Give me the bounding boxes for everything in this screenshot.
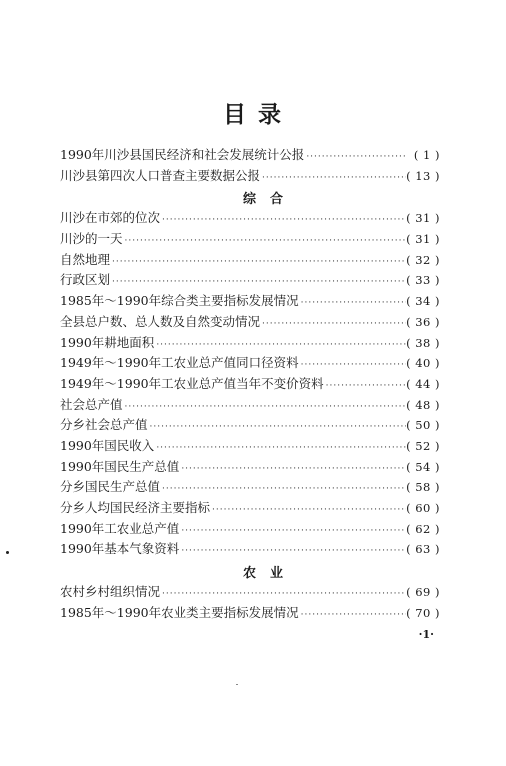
toc-entry-label: 全县总户数、总人数及自然变动情况 — [60, 313, 261, 329]
toc-entry-label: 1990年基本气象资料 — [60, 541, 180, 557]
dot-leader — [260, 173, 406, 183]
dot-leader — [160, 484, 406, 494]
toc-entry-page: ( 32 ) — [406, 252, 440, 267]
dot-leader — [324, 381, 406, 391]
toc-entry-label: 1990年川沙县国民经济和社会发展统计公报 — [60, 147, 305, 162]
dot-leader — [154, 340, 406, 350]
toc-entry[interactable] — [60, 312, 440, 333]
section-heading-agriculture: 农业 — [242, 565, 297, 581]
toc-entry-page: ( 62 ) — [406, 521, 440, 536]
toc-entry-page: ( 40 ) — [406, 356, 440, 371]
toc-entry[interactable] — [60, 166, 440, 187]
toc-entry-page: ( 44 ) — [406, 376, 440, 391]
dot-leader — [160, 215, 406, 225]
toc-entry-label: 1985年～1990年农业类主要指标发展情况 — [60, 604, 299, 620]
toc-entry[interactable] — [60, 498, 440, 519]
dot-leader — [299, 360, 406, 370]
toc-entry-page: ( 58 ) — [406, 480, 440, 495]
toc-entry-label: 1990年国民收入 — [60, 437, 155, 453]
toc-entry[interactable] — [60, 250, 440, 271]
toc-entry-label: 农村乡村组织情况 — [60, 584, 161, 600]
margin-mark — [6, 551, 9, 554]
dot-leader — [154, 443, 406, 453]
dot-leader — [304, 152, 406, 162]
dot-leader — [210, 505, 406, 515]
toc-entry-page: ( 31 ) — [406, 211, 440, 226]
dot-leader — [179, 546, 406, 556]
toc-entry[interactable] — [60, 436, 440, 457]
section-heading-general: 综合 — [242, 191, 297, 207]
toc-entry[interactable] — [60, 270, 440, 291]
dot-leader — [123, 236, 406, 246]
dot-leader — [123, 402, 406, 412]
toc-entry-page: ( 38 ) — [406, 335, 440, 350]
toc-entry-label: 1990年国民生产总值 — [60, 458, 180, 474]
toc-entry[interactable] — [60, 519, 440, 540]
dot-leader — [260, 319, 406, 329]
toc-entry[interactable] — [60, 539, 440, 560]
toc-entry[interactable] — [60, 374, 440, 395]
toc-entry[interactable] — [60, 415, 440, 436]
toc-entry-label: 社会总产值 — [60, 396, 123, 412]
toc-entry-label: 1990年工农业总产值 — [60, 520, 180, 536]
page-number: ·1· — [418, 628, 434, 641]
toc-entry[interactable] — [60, 477, 440, 498]
dot-leader — [179, 464, 406, 474]
toc-entry-label: 1949年～1990年工农业总产值同口径资料 — [60, 355, 299, 371]
toc-entry-label: 1949年～1990年工农业总产值当年不变价资料 — [60, 375, 324, 391]
toc-entry[interactable] — [60, 229, 440, 250]
toc-entry[interactable] — [60, 603, 440, 624]
dot-leader — [160, 589, 406, 599]
toc-entry[interactable] — [60, 353, 440, 374]
toc-entry-label: 分乡社会总产值 — [60, 417, 148, 433]
toc-entry-page: ( 52 ) — [406, 438, 440, 453]
toc-entry[interactable] — [60, 208, 440, 229]
toc-entry-page: ( 63 ) — [406, 542, 440, 557]
toc-entry-page: ( 60 ) — [406, 501, 440, 515]
toc-entry-label: 行政区划 — [60, 272, 111, 288]
toc-entry-page: ( 31 ) — [406, 232, 440, 247]
table-of-contents — [60, 145, 440, 623]
page-title: 目 录 — [222, 101, 283, 128]
toc-entry-label: 川沙县第四次人口普查主要数据公报 — [60, 167, 261, 183]
toc-entry-page: ( 54 ) — [406, 459, 440, 474]
dot-leader — [299, 298, 406, 308]
toc-entry[interactable] — [60, 582, 440, 603]
toc-entry-page: ( 34 ) — [406, 294, 440, 309]
toc-entry[interactable] — [60, 333, 440, 354]
toc-entry-label: 分乡人均国民经济主要指标 — [60, 500, 211, 515]
toc-entry-page: ( 70 ) — [406, 605, 440, 620]
toc-entry-label: 川沙的一天 — [60, 231, 123, 247]
toc-entry-label: 川沙在市郊的位次 — [60, 210, 161, 226]
toc-entry-page: ( 69 ) — [406, 585, 440, 600]
toc-entry-page: ( 48 ) — [406, 397, 440, 412]
scan-speck — [236, 684, 238, 685]
toc-entry-page: ( 50 ) — [406, 418, 440, 433]
toc-entry-label: 1985年～1990年综合类主要指标发展情况 — [60, 293, 299, 309]
toc-entry-label: 自然地理 — [60, 251, 111, 267]
dot-leader — [299, 610, 406, 620]
dot-leader — [110, 257, 406, 267]
toc-entry-label: 1990年耕地面积 — [60, 334, 155, 350]
dot-leader — [110, 277, 406, 287]
toc-entry-page: ( 13 ) — [406, 168, 440, 183]
toc-entry-page: ( 1 ) — [413, 148, 440, 162]
toc-entry-page: ( 36 ) — [406, 314, 440, 329]
toc-entry-label: 分乡国民生产总值 — [60, 479, 161, 495]
toc-entry[interactable] — [60, 145, 440, 166]
toc-entry[interactable] — [60, 291, 440, 312]
toc-entry-page: ( 33 ) — [406, 273, 440, 288]
toc-entry[interactable] — [60, 457, 440, 478]
dot-leader — [148, 422, 406, 432]
toc-entry[interactable] — [60, 395, 440, 416]
dot-leader — [179, 526, 406, 536]
